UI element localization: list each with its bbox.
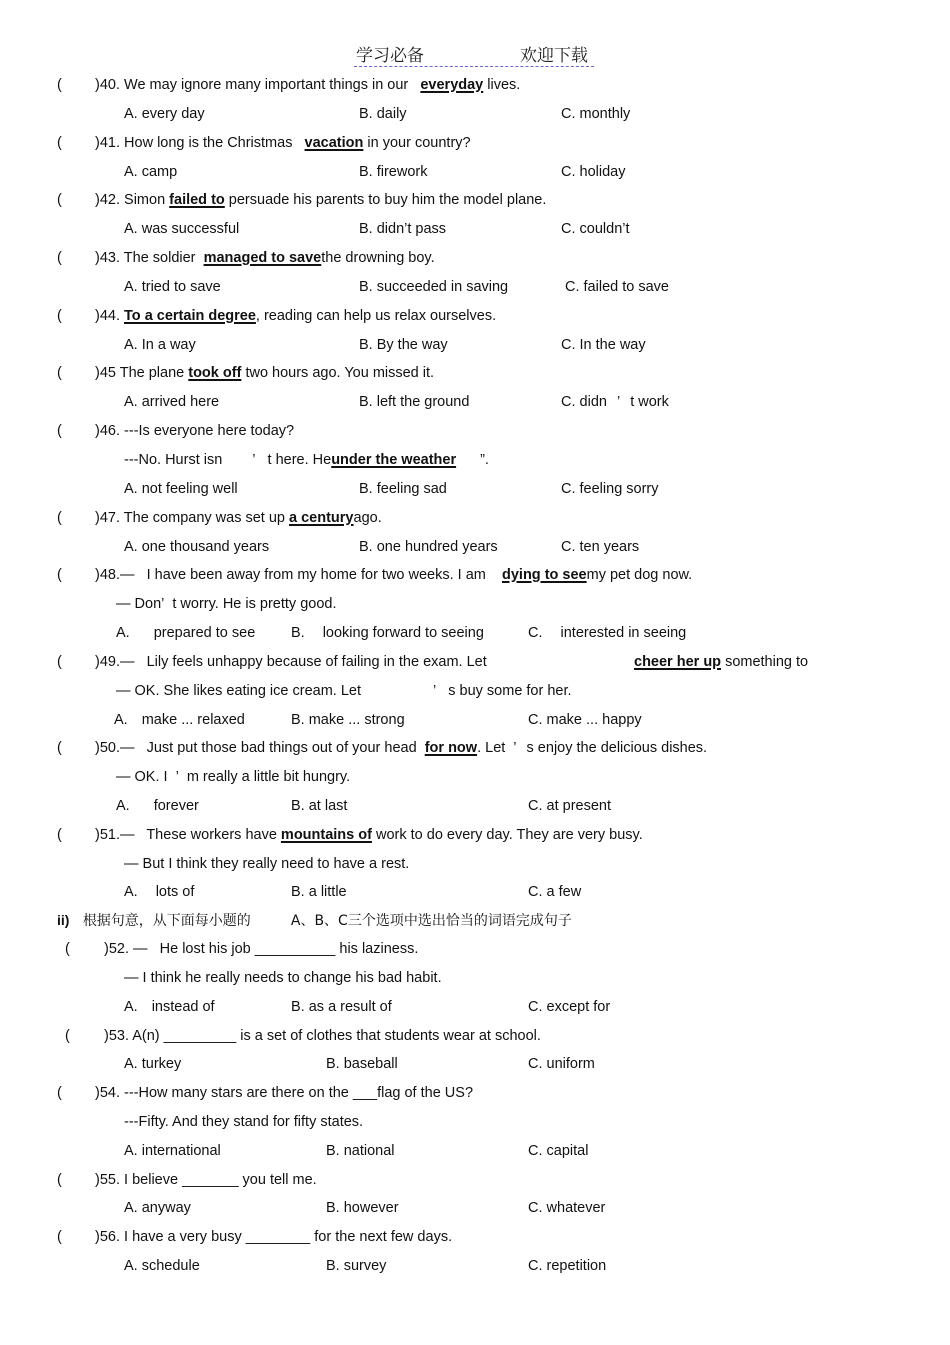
stem-text: Simon	[124, 192, 166, 208]
dialogue-line: — Don’ t worry. He is pretty good.	[116, 596, 337, 612]
stem-text: my pet dog now.	[586, 567, 693, 583]
question-stem	[95, 133, 471, 153]
key-phrase: vacation	[304, 135, 364, 151]
question-stem	[95, 248, 435, 268]
answer-paren: (	[57, 1172, 62, 1188]
question-stem	[95, 190, 546, 210]
question-number: )46.	[95, 423, 120, 439]
question-stem-tail	[634, 652, 808, 672]
stem-text: I have been away from my home for two weeks. I am	[146, 567, 486, 583]
option-b: B. By the way	[359, 337, 448, 353]
question-stem	[95, 1170, 317, 1190]
answer-paren: (	[65, 941, 70, 957]
answer-paren: (	[57, 510, 62, 526]
option-b: B. as a result of	[291, 999, 392, 1015]
stem-text: lives.	[487, 77, 521, 93]
question-number: )52.	[104, 941, 129, 957]
key-phrase: under the weather	[331, 452, 457, 468]
stem-text: something to	[725, 654, 809, 670]
key-phrase: for now	[424, 740, 478, 756]
option-c: C. ten years	[561, 539, 640, 555]
dialogue-line: — But I think they really need to have a rest.	[124, 856, 410, 872]
stem-text: ---Is everyone here today?	[124, 423, 295, 439]
stem-text: in your country?	[367, 135, 471, 151]
option-c: C. a few	[528, 884, 582, 900]
question-number: )44.	[95, 308, 120, 324]
answer-paren: (	[57, 250, 62, 266]
question-stem	[95, 363, 434, 383]
answer-paren: (	[57, 740, 62, 756]
stem-text: The soldier	[123, 250, 196, 266]
stem-text: the drowning boy.	[321, 250, 435, 266]
dialogue-line: ---Fifty. And they stand for fifty states.	[124, 1114, 364, 1130]
stem-text: ---How many stars are there on the ___flag of the US?	[124, 1085, 474, 1101]
answer-paren: (	[57, 308, 62, 324]
option-b: B. succeeded in saving	[359, 279, 509, 295]
answer-paren: (	[57, 365, 62, 381]
question-stem: )51.— These workers have mountains of work to do every day. They are very busy.	[95, 827, 643, 843]
option-a: A. lots of	[124, 884, 195, 900]
option-a: A. not feeling well	[124, 481, 238, 497]
question-number: )47.	[95, 510, 120, 526]
dialogue-line: — I think he really needs to change his bad habit.	[124, 970, 442, 986]
option-c: C. interested in seeing	[528, 625, 687, 641]
key-phrase: mountains of	[280, 827, 372, 843]
stem-text: The company was set up	[123, 510, 285, 526]
option-b: B. one hundred years	[359, 539, 498, 555]
option-c: C. monthly	[561, 106, 631, 122]
stem-text: He lost his job __________ his laziness.	[159, 941, 419, 957]
question-stem	[95, 421, 294, 441]
stem-text: Lily feels unhappy because of failing in the exam. Let	[146, 654, 487, 670]
answer-paren: (	[57, 135, 62, 151]
answer-paren: (	[57, 654, 62, 670]
question-stem	[95, 1083, 473, 1103]
option-a: A. forever	[116, 798, 199, 814]
option-c: C. at present	[528, 798, 612, 814]
option-a: A. camp	[124, 164, 178, 180]
option-b: B. feeling sad	[359, 481, 447, 497]
question-number: )54.	[95, 1085, 120, 1101]
option-b: B. left the ground	[359, 394, 470, 410]
stem-text: We may ignore many important things in our	[124, 77, 409, 93]
question-number: )40.	[95, 77, 120, 93]
section-instruction: 根据句意，从下面每小题的	[82, 913, 251, 929]
section-heading: ii) 根据句意，从下面每小题的 A、B、C三个选项中选出恰当的词语完成句子	[57, 912, 572, 929]
key-phrase: took off	[188, 365, 242, 381]
answer-paren: (	[57, 77, 62, 93]
option-c: C. failed to save	[565, 279, 669, 295]
dialogue-line: ---No. Hurst isn ’ t here. Heunder the weather ”.	[124, 452, 489, 468]
option-a: A. every day	[124, 106, 205, 122]
question-stem	[95, 306, 496, 326]
option-a: A. international	[124, 1143, 221, 1159]
option-b: B. baseball	[326, 1056, 398, 1072]
stem-text: two hours ago. You missed it.	[245, 365, 435, 381]
option-a: A. make ... relaxed	[114, 712, 245, 728]
page-header	[354, 40, 594, 67]
question-stem: )48.— I have been away from my home for two weeks. I am dying to seemy pet dog now.	[95, 567, 693, 583]
answer-paren: (	[57, 192, 62, 208]
key-phrase: everyday	[420, 77, 484, 93]
answer-paren: (	[57, 827, 62, 843]
stem-text: I believe _______ you tell me.	[124, 1172, 317, 1188]
question-stem	[95, 1227, 452, 1247]
option-c: C. repetition	[528, 1258, 607, 1274]
stem-text: A(n) _________ is a set of clothes that students wear at school.	[132, 1028, 541, 1044]
option-c: C. capital	[528, 1143, 589, 1159]
question-number: )55.	[95, 1172, 120, 1188]
stem-text: These workers have	[146, 827, 277, 843]
option-a: A. arrived here	[124, 394, 220, 410]
option-b: B. at last	[291, 798, 348, 814]
option-b: B. however	[326, 1200, 399, 1216]
question-number: )56.	[95, 1229, 120, 1245]
option-b: B. a little	[291, 884, 347, 900]
question-number: )53.	[104, 1028, 129, 1044]
question-number: )43.	[95, 250, 120, 266]
question-number: )42.	[95, 192, 120, 208]
option-b: B. daily	[359, 106, 407, 122]
option-b: B. didn’t pass	[359, 221, 447, 237]
answer-paren: (	[57, 1085, 62, 1101]
question-stem: )49.— Lily feels unhappy because of failing in the exam. Let	[95, 654, 487, 670]
option-c: C. In the way	[561, 337, 646, 353]
stem-text: Just put those bad things out of your head	[146, 740, 417, 756]
stem-text: persuade his parents to buy him the model plane.	[228, 192, 547, 208]
option-a: A. was successful	[124, 221, 240, 237]
answer-paren: (	[57, 1229, 62, 1245]
question-number: )51.	[95, 827, 120, 843]
question-stem	[95, 508, 382, 528]
question-number: )50.	[95, 740, 120, 756]
option-a: A. prepared to see	[116, 625, 256, 641]
header-left: 学习必备	[356, 46, 424, 66]
question-number: )45 The plane	[95, 365, 185, 381]
stem-text: work to do every day. They are very busy.	[375, 827, 643, 843]
answer-paren: (	[57, 567, 62, 583]
option-b: B. survey	[326, 1258, 387, 1274]
option-a: A. one thousand years	[124, 539, 270, 555]
question-stem	[104, 1026, 541, 1046]
question-stem	[95, 75, 520, 95]
question-number: )41.	[95, 135, 120, 151]
option-c: C. make ... happy	[528, 712, 642, 728]
key-phrase: cheer her up	[634, 654, 722, 670]
option-c: C. feeling sorry	[561, 481, 659, 497]
key-phrase: dying to see	[502, 567, 587, 583]
dialogue-line: — OK. I ’ m really a little bit hungry.	[116, 769, 351, 785]
key-phrase: To a certain degree	[124, 308, 256, 324]
option-b: B. national	[326, 1143, 395, 1159]
option-b: B. make ... strong	[291, 712, 405, 728]
option-a: A. anyway	[124, 1200, 191, 1216]
option-a: A. tried to save	[124, 279, 221, 295]
question-number: )48.	[95, 567, 120, 583]
option-c: C. uniform	[528, 1056, 595, 1072]
stem-text: ago.	[353, 510, 382, 526]
option-a: A. instead of	[124, 999, 215, 1015]
option-c: C. whatever	[528, 1200, 606, 1216]
option-c: C. didn ’ t work	[561, 394, 669, 410]
dialogue-line: — OK. She likes eating ice cream. Let ’ s buy some for her.	[116, 683, 572, 699]
stem-text: , reading can help us relax ourselves.	[255, 308, 497, 324]
stem-text: . Let	[477, 740, 506, 756]
option-b: B. looking forward to seeing	[291, 625, 484, 641]
option-a: A. turkey	[124, 1056, 182, 1072]
key-phrase: failed to	[169, 192, 225, 208]
option-c: C. holiday	[561, 164, 626, 180]
key-phrase: a century	[289, 510, 354, 526]
header-right: 欢迎下载	[520, 46, 588, 66]
option-c: C. except for	[528, 999, 611, 1015]
option-a: A. In a way	[124, 337, 196, 353]
stem-text: How long is the Christmas	[124, 135, 293, 151]
question-number: )49.	[95, 654, 120, 670]
answer-paren: (	[65, 1028, 70, 1044]
option-b: B. firework	[359, 164, 428, 180]
stem-text: I have a very busy ________ for the next few days.	[124, 1229, 453, 1245]
question-stem: )50.— Just put those bad things out of your head for now. Let ’ s enjoy the delicious dishes.	[95, 740, 708, 756]
question-stem: )52. — He lost his job __________ his laziness.	[104, 941, 419, 957]
option-c: C. couldn’t	[561, 221, 630, 237]
key-phrase: managed to save	[203, 250, 322, 266]
answer-paren: (	[57, 423, 62, 439]
section-label: ii)	[57, 912, 70, 928]
option-a: A. schedule	[124, 1258, 200, 1274]
